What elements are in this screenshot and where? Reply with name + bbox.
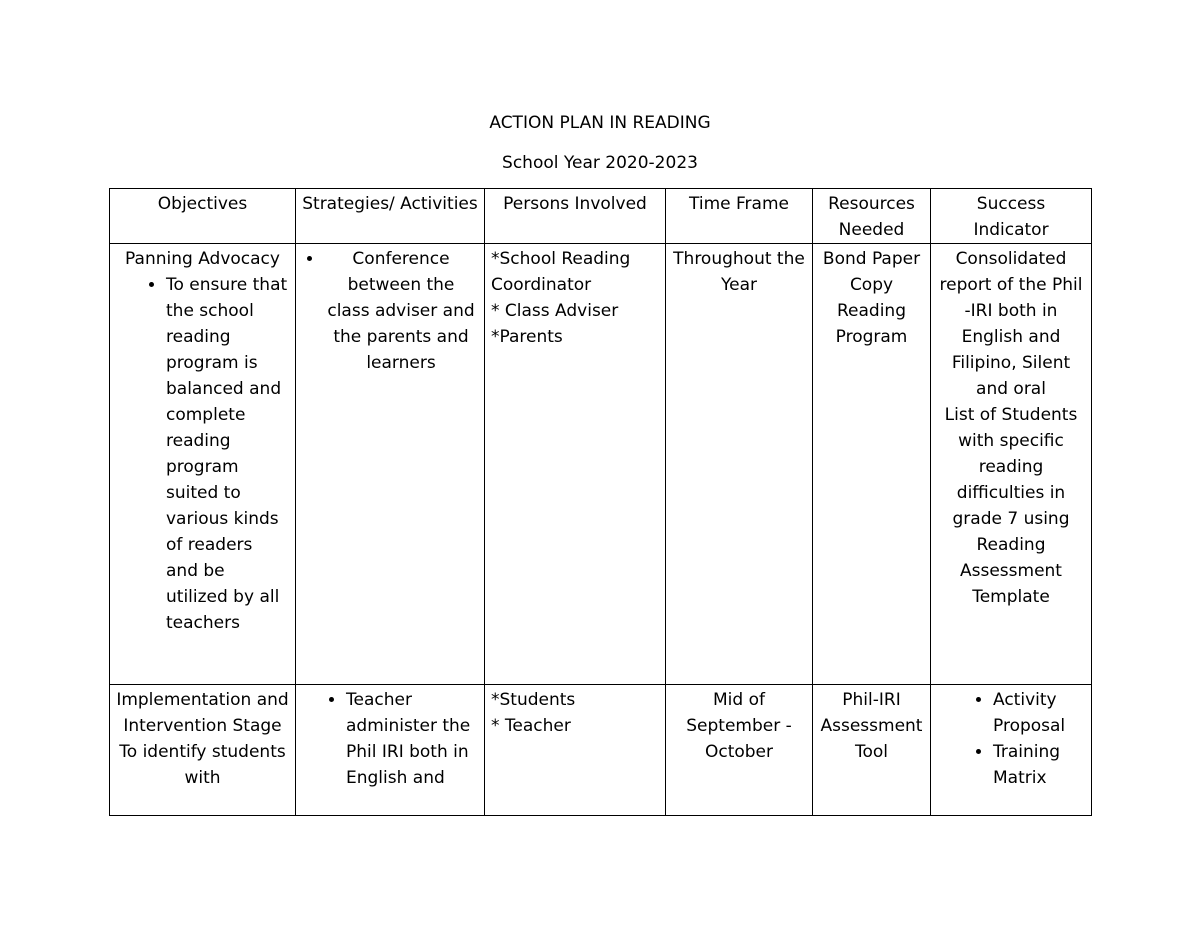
objective-cell <box>110 244 296 685</box>
strategy-item: • Conference between the class adviser and the parents and learners <box>324 246 478 376</box>
success-item: • Activity Proposal <box>993 687 1085 739</box>
header-objectives: Objectives <box>110 189 296 244</box>
document-subtitle: School Year 2020-2023 <box>502 153 698 173</box>
success-cell: Consolidated report of the Phil -IRI both in English and Filipino, Silent and oral List of Students with specific reading difficulties in grade 7 using Reading Assessment Template <box>931 244 1092 685</box>
resources-cell: Bond Paper Copy Reading Program <box>813 244 931 685</box>
success-item: • Training Matrix <box>993 739 1085 791</box>
success-list <box>937 687 1085 791</box>
header-success-indicator: Success Indicator <box>931 189 1092 244</box>
strategy-item: • Teacher administer the Phil IRI both in English and <box>346 687 478 791</box>
time-frame-cell: Throughout the Year <box>666 244 813 685</box>
persons-cell: *School Reading Coordinator * Class Adviser *Parents <box>485 244 666 685</box>
header-resources-needed: Resources Needed <box>813 189 931 244</box>
strategy-cell <box>296 685 485 816</box>
header-strategies: Strategies/ Activities <box>296 189 485 244</box>
objective-text: To identify students with <box>119 742 286 788</box>
objective-heading: Panning Advocacy <box>125 249 280 269</box>
objective-list <box>116 272 289 636</box>
resources-cell: Phil-IRI Assessment Tool <box>813 685 931 816</box>
document-title: ACTION PLAN IN READING <box>489 113 711 133</box>
table-row <box>110 685 1092 816</box>
header-persons-involved: Persons Involved <box>485 189 666 244</box>
strategy-list <box>302 687 478 791</box>
objective-item: • To ensure that the school reading program is balanced and complete reading program suited to various kinds of readers and be utilized by all teachers <box>166 272 289 636</box>
persons-cell: *Students * Teacher <box>485 685 666 816</box>
time-frame-cell: Mid of September -October <box>666 685 813 816</box>
strategy-cell <box>296 244 485 685</box>
strategy-list <box>302 246 478 376</box>
success-cell <box>931 685 1092 816</box>
table-row <box>110 244 1092 685</box>
table-header-row <box>110 189 1092 244</box>
objective-heading: Implementation and Intervention Stage <box>116 690 289 736</box>
objective-cell <box>110 685 296 816</box>
action-plan-table <box>109 188 1092 816</box>
header-time-frame: Time Frame <box>666 189 813 244</box>
